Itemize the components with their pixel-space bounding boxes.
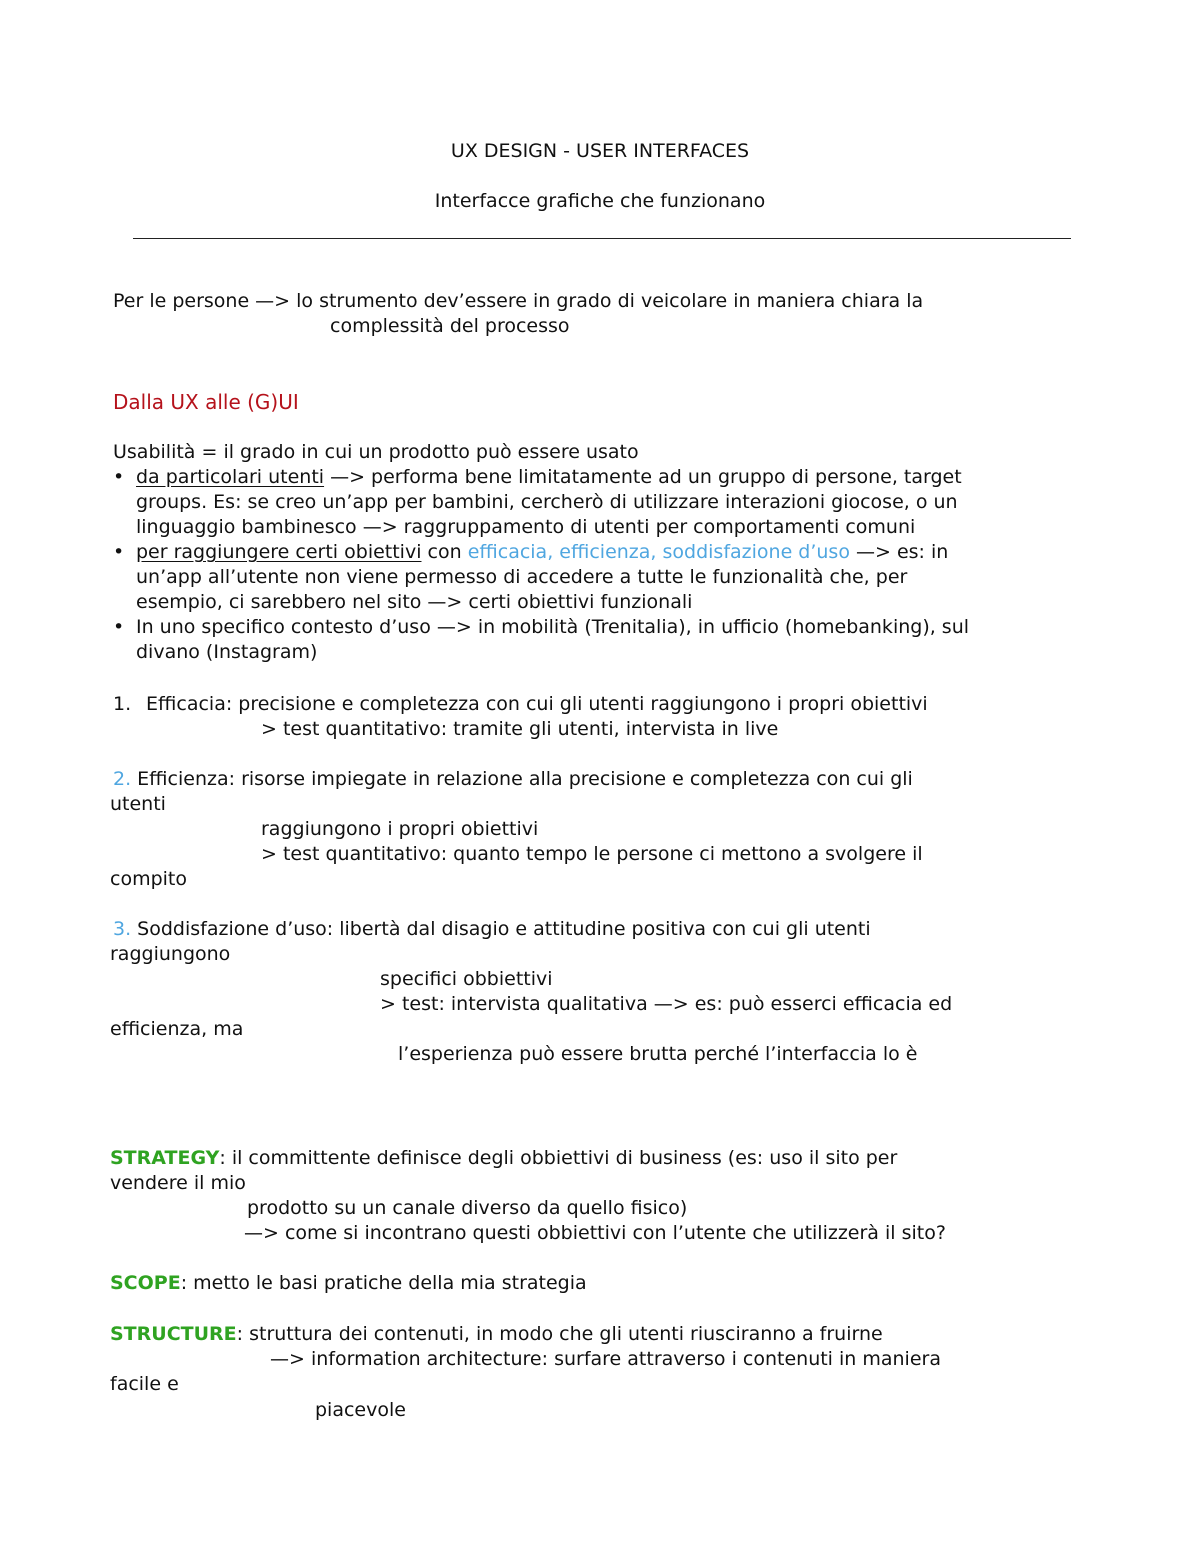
bullet-3-line-1: In uno specifico contesto d’uso —> in mobilità (Trenitalia), in ufficio (homebanking), sul	[136, 616, 970, 638]
item-3-line-6: l’esperienza può essere brutta perché l’interfaccia lo è	[398, 1043, 918, 1065]
bullet-1-text: —> performa bene limitatamente ad un gruppo di persone, target	[324, 466, 962, 488]
item-3-line-2: raggiungono	[110, 943, 231, 965]
bullet-2-highlight: efficacia, efficienza, soddisfazione d’uso	[467, 541, 850, 563]
intro-line-1: Per le persone —> lo strumento dev’essere in grado di veicolare in maniera chiara la	[113, 290, 924, 312]
structure-label: STRUCTURE	[110, 1323, 237, 1345]
bullet-2-line-1	[136, 540, 948, 565]
scope-text: : metto le basi pratiche della mia strategia	[180, 1272, 587, 1294]
bullet-1-line-2: groups. Es: se creo un’app per bambini, cercherò di utilizzare interazioni giocose, o un	[136, 491, 958, 513]
structure-line-2: —> information architecture: surfare attraverso i contenuti in maniera	[270, 1348, 941, 1370]
strategy-label: STRATEGY	[110, 1147, 220, 1169]
scope-line-1	[110, 1271, 587, 1296]
item-1-line-1: Efficacia: precisione e completezza con cui gli utenti raggiungono i propri obiettivi	[146, 693, 928, 715]
bullet-icon: •	[113, 466, 125, 488]
bullet-2-line-2: un’app all’utente non viene permesso di accedere a tutte le funzionalità che, per	[136, 566, 908, 588]
item-2-text: Efficienza: risorse impiegate in relazione alla precisione e completezza con cui gli	[131, 768, 913, 790]
usability-definition: Usabilità = il grado in cui un prodotto può essere usato	[113, 441, 639, 463]
item-3-line-5: efficienza, ma	[110, 1018, 244, 1040]
item-2-line-2: utenti	[110, 793, 166, 815]
section-heading-ux-gui: Dalla UX alle (G)UI	[113, 390, 299, 414]
item-3-line-4: > test: intervista qualitativa —> es: può esserci efficacia ed	[380, 993, 953, 1015]
bullet-2-underlined: per raggiungere certi obiettivi	[136, 541, 422, 563]
item-1-number: 1.	[113, 693, 132, 715]
structure-line-3: facile e	[110, 1373, 179, 1395]
bullet-2-line-3: esempio, ci sarebbero nel sito —> certi obiettivi funzionali	[136, 591, 693, 613]
item-2-line-1	[113, 767, 913, 792]
item-2-line-5: compito	[110, 868, 187, 890]
horizontal-divider	[133, 238, 1071, 239]
item-3-text: Soddisfazione d’uso: libertà dal disagio e attitudine positiva con cui gli utenti	[131, 918, 871, 940]
strategy-text: : il committente definisce degli obbiettivi di business (es: uso il sito per	[219, 1147, 898, 1169]
item-3-number: 3.	[113, 918, 132, 940]
page-subtitle: Interfacce grafiche che funzionano	[434, 190, 766, 212]
scope-label: SCOPE	[110, 1272, 181, 1294]
strategy-line-2: vendere il mio	[110, 1172, 246, 1194]
bullet-1-line-1	[136, 465, 962, 490]
strategy-line-3: prodotto su un canale diverso da quello fisico)	[247, 1197, 688, 1219]
item-1-line-2: > test quantitativo: tramite gli utenti, intervista in live	[261, 718, 779, 740]
bullet-2-text: con	[421, 541, 468, 563]
bullet-1-underlined: da particolari utenti	[136, 466, 325, 488]
structure-text: : struttura dei contenuti, in modo che gli utenti riusciranno a fruirne	[236, 1323, 883, 1345]
item-3-line-3: specifici obbiettivi	[380, 968, 553, 990]
strategy-line-4: —> come si incontrano questi obbiettivi con l’utente che utilizzerà il sito?	[244, 1222, 946, 1244]
intro-line-2: complessità del processo	[330, 315, 570, 337]
strategy-line-1	[110, 1146, 897, 1171]
item-2-line-3: raggiungono i propri obiettivi	[261, 818, 539, 840]
bullet-icon: •	[113, 616, 125, 638]
bullet-3-line-2: divano (Instagram)	[136, 641, 318, 663]
bullet-2-text-end: —> es: in	[849, 541, 949, 563]
item-3-line-1	[113, 917, 871, 942]
bullet-icon: •	[113, 541, 125, 563]
structure-line-1	[110, 1322, 883, 1347]
structure-line-4: piacevole	[315, 1399, 406, 1421]
item-2-number: 2.	[113, 768, 132, 790]
bullet-1-line-3: linguaggio bambinesco —> raggruppamento di utenti per comportamenti comuni	[136, 516, 916, 538]
page-title: UX DESIGN - USER INTERFACES	[450, 140, 750, 162]
item-2-line-4: > test quantitativo: quanto tempo le persone ci mettono a svolgere il	[261, 843, 923, 865]
